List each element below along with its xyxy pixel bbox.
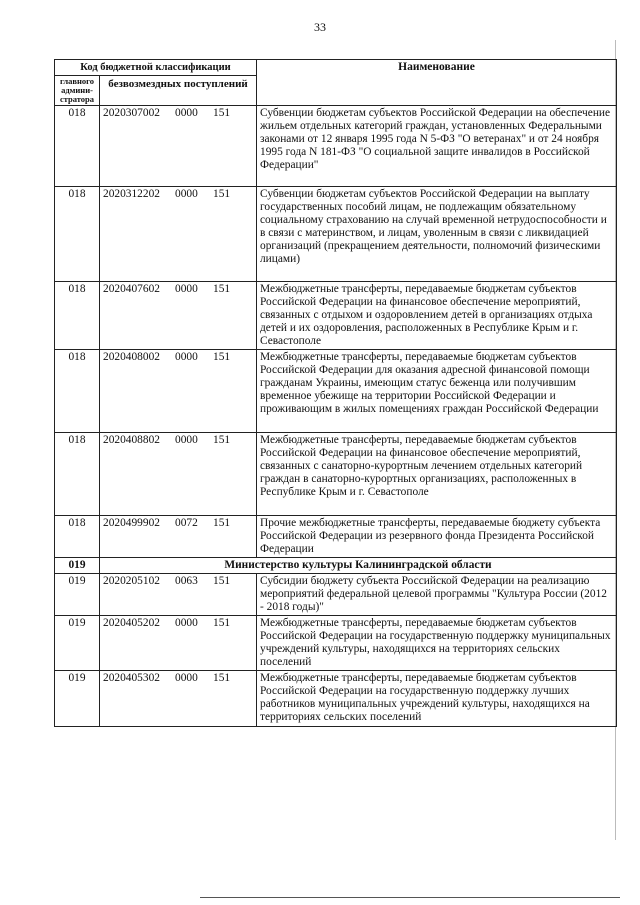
code-type: 151 bbox=[213, 617, 231, 629]
code-type: 151 bbox=[213, 107, 231, 119]
code-main: 2020205102 bbox=[103, 575, 160, 587]
code-sub: 0063 bbox=[175, 575, 198, 587]
admin-code: 018 bbox=[55, 433, 100, 516]
revenue-code bbox=[100, 671, 257, 727]
code-type: 151 bbox=[213, 672, 231, 684]
row-name: Межбюджетные трансферты, передаваемые бюджетам субъектов Российской Федерации на финансовое обеспечение мероприятий, связанных с санаторно-курортным лечением отдельных категорий граждан в санаторно-курортных организациях, расположенных в Республике Крым и г. Севастополе bbox=[257, 433, 617, 516]
row-name: Субвенции бюджетам субъектов Российской Федерации на обеспечение жильем отдельных категорий граждан, установленных Федеральными законами от 12 января 1995 года N 5-ФЗ "О ветеранах" и от 24 ноября 1995 года N 181-ФЗ "О социальной защите инвалидов в Российской Федерации" bbox=[257, 106, 617, 187]
code-sub: 0072 bbox=[175, 517, 198, 529]
section-admin-code: 019 bbox=[55, 558, 100, 574]
admin-code: 019 bbox=[55, 574, 100, 616]
revenue-code bbox=[100, 616, 257, 671]
code-sub: 0000 bbox=[175, 283, 198, 295]
bottom-scan-line bbox=[200, 897, 620, 898]
code-main: 2020408002 bbox=[103, 351, 160, 363]
table-row bbox=[55, 616, 617, 671]
admin-code: 018 bbox=[55, 282, 100, 350]
code-type: 151 bbox=[213, 517, 231, 529]
code-main: 2020405302 bbox=[103, 672, 160, 684]
code-type: 151 bbox=[213, 575, 231, 587]
header-revenue: безвозмездных поступлений bbox=[100, 76, 257, 106]
admin-code: 019 bbox=[55, 616, 100, 671]
revenue-code bbox=[100, 106, 257, 187]
table-row bbox=[55, 282, 617, 350]
budget-classification-table bbox=[54, 59, 617, 727]
header-admin: главного админи-стратора bbox=[55, 76, 100, 106]
code-sub: 0000 bbox=[175, 617, 198, 629]
table-row bbox=[55, 106, 617, 187]
table-row bbox=[55, 671, 617, 727]
admin-code: 019 bbox=[55, 671, 100, 727]
row-name: Межбюджетные трансферты, передаваемые бюджетам субъектов Российской Федерации на финансовое обеспечение мероприятий, связанных с отдыхом и оздоровлением детей в организациях отдыха детей и их оздоровления, расположенных в Республике Крым и г. Севастополе bbox=[257, 282, 617, 350]
revenue-code bbox=[100, 282, 257, 350]
table-row bbox=[55, 187, 617, 282]
revenue-code bbox=[100, 574, 257, 616]
revenue-code bbox=[100, 433, 257, 516]
code-type: 151 bbox=[213, 434, 231, 446]
admin-code: 018 bbox=[55, 350, 100, 433]
revenue-code bbox=[100, 187, 257, 282]
row-name: Межбюджетные трансферты, передаваемые бюджетам субъектов Российской Федерации на государственную поддержку лучших работников муниципальных учреждений культуры, находящихся на территориях сельских поселений bbox=[257, 671, 617, 727]
header-row bbox=[55, 60, 617, 76]
table-row bbox=[55, 350, 617, 433]
admin-code: 018 bbox=[55, 106, 100, 187]
code-main: 2020408802 bbox=[103, 434, 160, 446]
revenue-code bbox=[100, 516, 257, 558]
admin-code: 018 bbox=[55, 516, 100, 558]
code-type: 151 bbox=[213, 351, 231, 363]
code-sub: 0000 bbox=[175, 434, 198, 446]
code-main: 2020405202 bbox=[103, 617, 160, 629]
code-sub: 0000 bbox=[175, 188, 198, 200]
row-name: Субсидии бюджету субъекта Российской Федерации на реализацию мероприятий федеральной целевой программы "Культура России (2012 - 2018 годы)" bbox=[257, 574, 617, 616]
table-row bbox=[55, 433, 617, 516]
code-main: 2020499902 bbox=[103, 517, 160, 529]
row-name: Межбюджетные трансферты, передаваемые бюджетам субъектов Российской Федерации на государственную поддержку муниципальных учреждений культуры, находящихся на территориях сельских поселений bbox=[257, 616, 617, 671]
code-sub: 0000 bbox=[175, 672, 198, 684]
section-row bbox=[55, 558, 617, 574]
code-main: 2020307002 bbox=[103, 107, 160, 119]
admin-code: 018 bbox=[55, 187, 100, 282]
section-title: Министерство культуры Калининградской области bbox=[100, 558, 617, 574]
revenue-code bbox=[100, 350, 257, 433]
code-type: 151 bbox=[213, 283, 231, 295]
table-row bbox=[55, 516, 617, 558]
page-number: 33 bbox=[314, 20, 326, 34]
code-main: 2020407602 bbox=[103, 283, 160, 295]
header-code-group: Код бюджетной классификации bbox=[55, 60, 257, 76]
row-name: Межбюджетные трансферты, передаваемые бюджетам субъектов Российской Федерации для оказания адресной финансовой помощи гражданам Украины, имеющим статус беженца или получившим временное убежище на территории Российской Федерации и проживающим в жилых помещениях граждан Российской Федерации bbox=[257, 350, 617, 433]
code-main: 2020312202 bbox=[103, 188, 160, 200]
code-type: 151 bbox=[213, 188, 231, 200]
header-name: Наименование bbox=[257, 60, 617, 106]
code-sub: 0000 bbox=[175, 107, 198, 119]
table-row bbox=[55, 574, 617, 616]
code-sub: 0000 bbox=[175, 351, 198, 363]
row-name: Субвенции бюджетам субъектов Российской Федерации на выплату государственных пособий лицам, не подлежащим обязательному социальному страхованию на случай временной нетрудоспособности и в связи с материнством, и лицам, уволенным в связи с ликвидацией организаций (прекращением деятельности, полномочий физическими лицами) bbox=[257, 187, 617, 282]
row-name: Прочие межбюджетные трансферты, передаваемые бюджету субъекта Российской Федерации из резервного фонда Президента Российской Федерации bbox=[257, 516, 617, 558]
